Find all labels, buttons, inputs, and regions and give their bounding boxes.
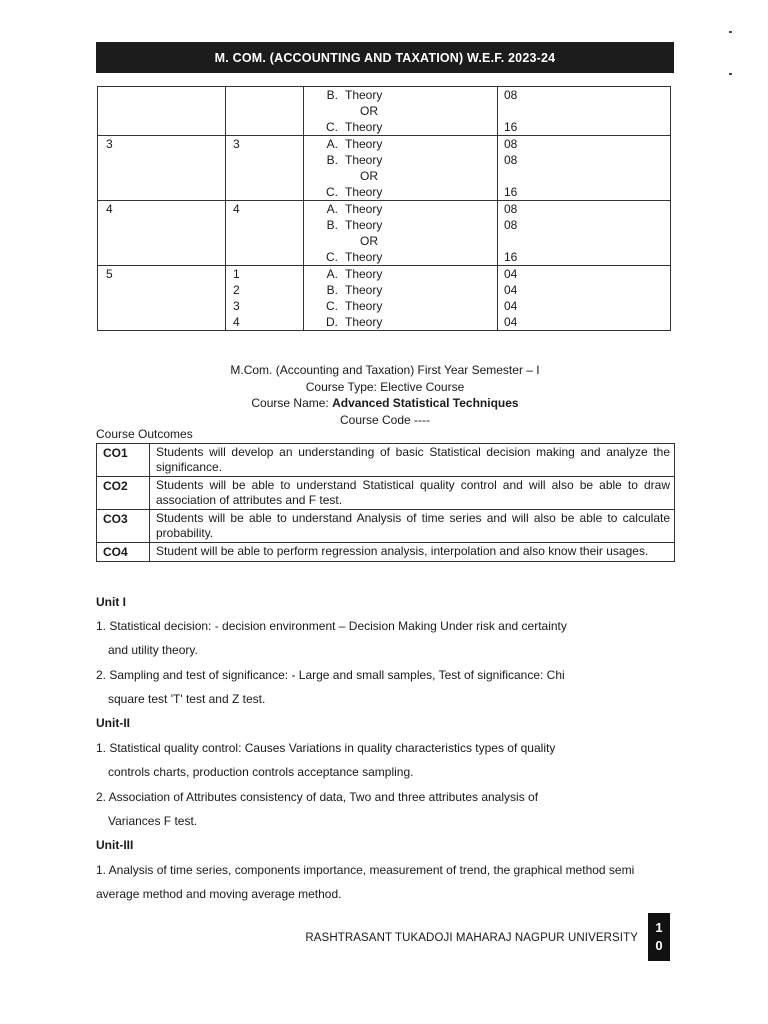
unit-2-point-2-cont: Variances F test. — [108, 814, 198, 828]
scheme-unit-value: 4 — [106, 202, 113, 216]
scheme-marks-value: 04 — [504, 315, 518, 329]
scheme-marks-value: 08 — [504, 218, 518, 232]
scheme-unit-value: 5 — [106, 267, 113, 281]
scheme-question-cell — [226, 266, 304, 331]
outcome-description: Students will develop an understanding of basic Statistical decision making and analyze the significance. — [150, 444, 675, 477]
scheme-question-cell — [226, 87, 304, 136]
scheme-option-text: Theory — [345, 299, 383, 313]
scheme-marks-value: 04 — [504, 299, 518, 313]
scheme-option-cell — [304, 266, 498, 331]
scheme-option — [304, 217, 497, 233]
course-outcomes-title: Course Outcomes — [96, 427, 193, 441]
scheme-option — [304, 119, 497, 135]
scheme-question-value: 4 — [233, 202, 240, 216]
unit-3-title: Unit-III — [96, 838, 134, 852]
page-number-digit-1: 1 — [655, 920, 663, 935]
unit-3-point-1: 1. Analysis of time series, components importance, measurement of trend, the graphical method semi — [96, 863, 635, 877]
scheme-option-text: Theory — [345, 120, 383, 134]
scheme-option — [304, 314, 497, 330]
scheme-marks-cell — [498, 87, 671, 136]
scheme-question-cell — [226, 136, 304, 201]
scheme-unit-cell — [98, 136, 226, 201]
unit-1-title: Unit I — [96, 595, 126, 609]
scheme-option-text: Theory — [345, 185, 383, 199]
scheme-marks-value: 08 — [504, 202, 518, 216]
scheme-or-label: OR — [360, 169, 378, 183]
scheme-unit-cell — [98, 201, 226, 266]
scheme-option-text: Theory — [345, 218, 383, 232]
scheme-option-letter: A. — [326, 137, 338, 151]
outcome-description: Student will be able to perform regression analysis, interpolation and also know their usages. — [150, 543, 675, 562]
page-number-digit-2: 0 — [655, 938, 663, 953]
scheme-question-value: 3 — [233, 299, 240, 313]
scheme-marks-blank — [504, 168, 670, 184]
unit-2-point-1-cont: controls charts, production controls acceptance sampling. — [108, 765, 414, 779]
scheme-question-value: 2 — [233, 283, 240, 297]
outcome-row — [97, 477, 675, 510]
scheme-marks-value: 08 — [504, 88, 518, 102]
scheme-option-letter: C. — [326, 120, 338, 134]
scheme-question-value: 4 — [233, 315, 240, 329]
unit-1-point-1: 1. Statistical decision: - decision environment – Decision Making Under risk and certainty — [96, 619, 567, 633]
scheme-option — [304, 184, 497, 200]
scheme-option-letter: B. — [326, 88, 338, 102]
scheme-marks-cell — [498, 201, 671, 266]
scheme-row — [98, 136, 671, 201]
scheme-option-letter: C. — [326, 185, 338, 199]
unit-1-point-2-cont: square test 'T' test and Z test. — [108, 692, 266, 706]
scan-mark — [729, 31, 732, 33]
outcome-code: CO3 — [97, 510, 150, 543]
scheme-option-text: Theory — [345, 283, 383, 297]
page-number — [648, 913, 670, 961]
scheme-option — [304, 282, 497, 298]
course-name: Course Name: Advanced Statistical Techniques — [251, 396, 519, 410]
scheme-or-label: OR — [360, 104, 378, 118]
course-outcomes-table — [96, 443, 675, 562]
scheme-option — [304, 136, 497, 152]
scheme-option-letter: B. — [326, 283, 338, 297]
scheme-option-letter: A. — [326, 267, 338, 281]
scheme-option-text: Theory — [345, 137, 383, 151]
scheme-option-text: Theory — [345, 250, 383, 264]
scheme-option — [304, 249, 497, 265]
scheme-question-value — [233, 87, 303, 103]
outcome-row — [97, 510, 675, 543]
scheme-marks-value: 16 — [504, 120, 518, 134]
course-code: Course Code ---- — [339, 412, 431, 427]
scheme-option-cell — [304, 136, 498, 201]
scheme-option — [304, 266, 497, 282]
scheme-option-letter: A. — [326, 202, 338, 216]
outcome-row — [97, 543, 675, 562]
scheme-option-cell — [304, 87, 498, 136]
scheme-option-text: Theory — [345, 153, 383, 167]
scheme-option-text: Theory — [345, 202, 383, 216]
outcome-row — [97, 444, 675, 477]
scheme-row — [98, 87, 671, 136]
outcome-description: Students will be able to understand Analysis of time series and will also be able to calculate probability. — [150, 510, 675, 543]
page-header — [96, 42, 674, 73]
scheme-marks-blank — [504, 103, 670, 119]
scheme-marks-cell — [498, 266, 671, 331]
scheme-marks-blank — [504, 233, 670, 249]
unit-2-point-2: 2. Association of Attributes consistency of data, Two and three attributes analysis of — [96, 790, 539, 804]
unit-2-title: Unit-II — [96, 716, 130, 730]
scheme-unit-cell — [98, 266, 226, 331]
scheme-question-value: 3 — [233, 137, 240, 151]
scheme-unit-value: 3 — [106, 137, 113, 151]
scheme-unit-value — [106, 87, 225, 103]
scheme-row — [98, 266, 671, 331]
scheme-option-text: Theory — [345, 315, 383, 329]
scheme-unit-cell — [98, 87, 226, 136]
scheme-or-label: OR — [360, 234, 378, 248]
scheme-row — [98, 201, 671, 266]
scheme-option-letter: C. — [326, 299, 338, 313]
scheme-marks-value: 04 — [504, 283, 518, 297]
outcome-code: CO1 — [97, 444, 150, 477]
scheme-option-text: Theory — [345, 267, 383, 281]
scheme-option-letter: D. — [326, 315, 338, 329]
outcome-code: CO4 — [97, 543, 150, 562]
unit-2-point-1: 1. Statistical quality control: Causes Variations in quality characteristics types of quality — [96, 741, 556, 755]
scheme-question-cell — [226, 201, 304, 266]
course-semester: M.Com. (Accounting and Taxation) First Year Semester – I — [230, 363, 540, 377]
scheme-option-letter: B. — [326, 153, 338, 167]
scan-mark — [729, 73, 732, 75]
marks-scheme-table — [97, 86, 671, 331]
scheme-option-cell — [304, 201, 498, 266]
scheme-question-value: 1 — [233, 267, 240, 281]
footer-university: RASHTRASANT TUKADOJI MAHARAJ NAGPUR UNIVERSITY — [305, 932, 638, 944]
scheme-option — [304, 201, 497, 217]
unit-3-point-1-cont: average method and moving average method. — [96, 887, 342, 901]
scheme-marks-cell — [498, 136, 671, 201]
scheme-marks-value: 16 — [504, 185, 518, 199]
scheme-option-letter: B. — [326, 218, 338, 232]
scheme-marks-value: 08 — [504, 137, 518, 151]
scheme-option — [304, 298, 497, 314]
course-type: Course Type: Elective Course — [305, 379, 465, 394]
scheme-option-text: Theory — [345, 88, 383, 102]
scheme-marks-value: 04 — [504, 267, 518, 281]
unit-1-point-1-cont: and utility theory. — [108, 643, 198, 657]
course-heading — [96, 362, 674, 428]
scheme-option-letter: C. — [326, 250, 338, 264]
scheme-option — [304, 152, 497, 168]
outcome-code: CO2 — [97, 477, 150, 510]
scheme-marks-value: 08 — [504, 153, 518, 167]
unit-1-point-2: 2. Sampling and test of significance: - Large and small samples, Test of significance: Chi — [96, 668, 565, 682]
scheme-marks-value: 16 — [504, 250, 518, 264]
outcome-description: Students will be able to understand Statistical quality control and will also be able to draw association of attributes and F test. — [150, 477, 675, 510]
header-title: M. COM. (ACCOUNTING AND TAXATION) W.E.F. 2023-24 — [214, 50, 556, 65]
scheme-option — [304, 87, 497, 103]
